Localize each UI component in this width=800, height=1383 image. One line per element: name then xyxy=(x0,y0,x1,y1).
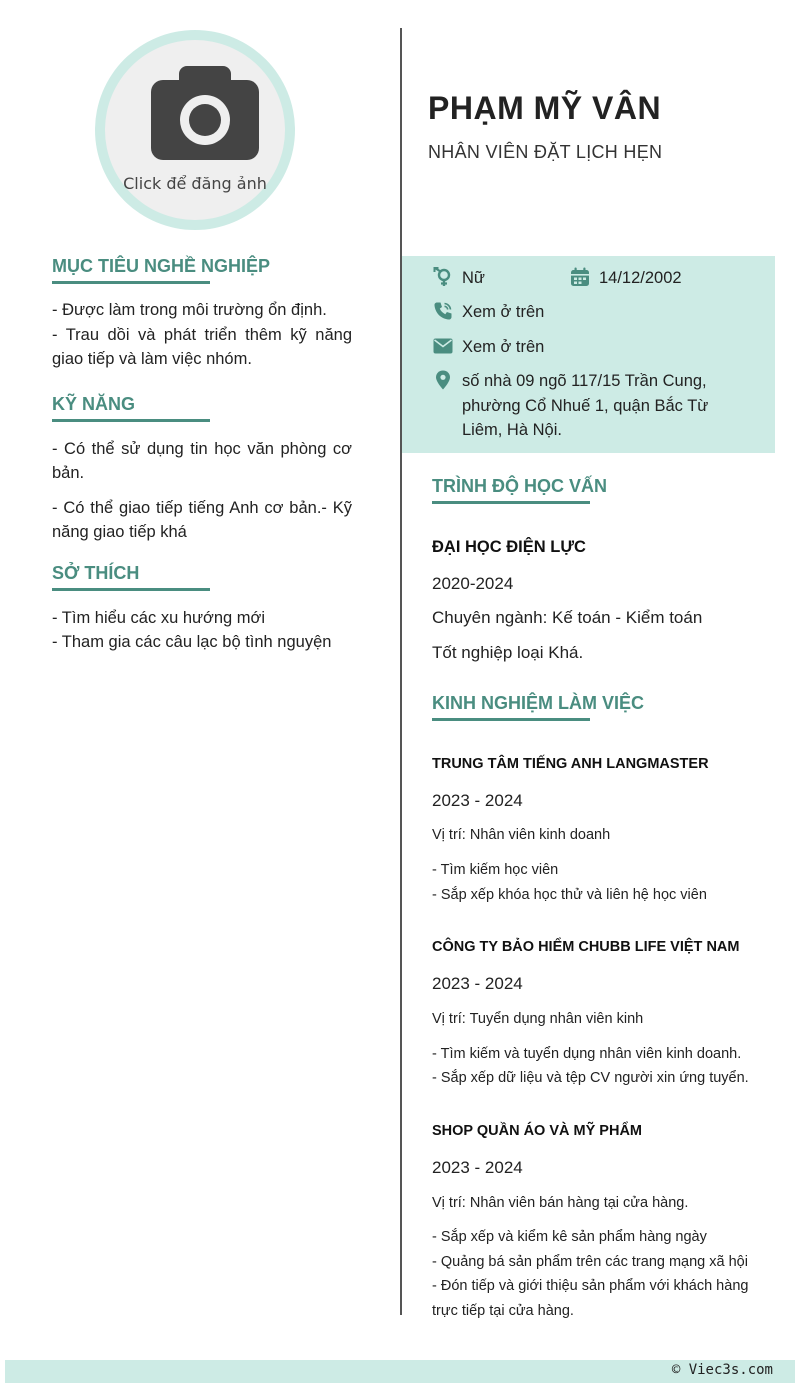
hobby-item: - Tham gia các câu lạc bộ tình nguyện xyxy=(52,633,332,651)
job-years: 2023 - 2024 xyxy=(432,791,523,810)
address-value xyxy=(462,369,708,443)
map-pin-icon xyxy=(432,369,454,391)
job-company: CÔNG TY BẢO HIỂM CHUBB LIFE VIỆT NAM xyxy=(432,939,740,955)
section-underline xyxy=(432,501,590,504)
phone-row xyxy=(432,300,544,325)
left-column xyxy=(52,256,352,655)
school-name: ĐẠI HỌC ĐIỆN LỰC xyxy=(432,538,586,556)
job-company: TRUNG TÂM TIẾNG ANH LANGMASTER xyxy=(432,756,709,772)
contact-panel xyxy=(402,256,775,453)
education-section xyxy=(432,476,607,504)
job-duty: - Sắp xếp khóa học thử và liên hệ học viên xyxy=(432,887,707,903)
gender-value: Nữ xyxy=(462,269,485,287)
education-major: Chuyên ngành: Kế toán - Kiểm toán xyxy=(432,608,703,627)
hobby-item: - Tìm hiểu các xu hướng mới xyxy=(52,608,266,627)
job-company: SHOP QUẦN ÁO VÀ MỸ PHẨM xyxy=(432,1123,643,1139)
hobbies-section xyxy=(52,563,352,655)
section-title: TRÌNH ĐỘ HỌC VẤN xyxy=(432,476,607,496)
envelope-icon xyxy=(432,335,454,357)
avatar-placeholder xyxy=(105,40,285,220)
address-line: Liêm, Hà Nội. xyxy=(462,421,562,439)
job-duty: - Sắp xếp dữ liệu và tệp CV người xin ứng tuyển. xyxy=(432,1070,749,1086)
avatar-upload-label[interactable]: Click để đăng ảnh xyxy=(123,174,267,193)
section-title: SỞ THÍCH xyxy=(52,562,140,583)
section-underline xyxy=(52,281,210,284)
job-position: Vị trí: Tuyển dụng nhân viên kinh xyxy=(432,1011,644,1027)
calendar-icon xyxy=(569,266,591,288)
education-years: 2020-2024 xyxy=(432,574,514,593)
job-duty: trực tiếp tại cửa hàng. xyxy=(432,1303,574,1319)
section-title: KINH NGHIỆM LÀM VIỆC xyxy=(432,693,645,713)
phone-icon xyxy=(432,300,454,322)
skill-item: - Có thể sử dụng tin học văn phòng cơ bản. xyxy=(52,439,352,482)
email-value: Xem ở trên xyxy=(462,338,545,356)
gender-row xyxy=(432,266,485,291)
section-underline xyxy=(432,718,590,721)
job-title: NHÂN VIÊN ĐẶT LỊCH HẸN xyxy=(428,142,663,162)
section-title: MỤC TIÊU NGHỀ NGHIỆP xyxy=(52,256,271,276)
skills-section xyxy=(52,394,352,545)
education-grade: Tốt nghiệp loại Khá. xyxy=(432,643,584,662)
camera-icon xyxy=(151,66,259,160)
column-divider xyxy=(400,28,402,1315)
footer-bar xyxy=(5,1360,795,1383)
section-title: KỸ NĂNG xyxy=(52,393,136,414)
address-line: số nhà 09 ngõ 117/15 Trần Cung, xyxy=(462,372,707,390)
career-goal-line: - Trau dồi và phát triển thêm kỹ năng giao tiếp và làm việc nhóm. xyxy=(52,325,352,368)
birthday-row xyxy=(569,266,682,291)
job-duty: - Tìm kiếm học viên xyxy=(432,862,559,878)
job-duty: - Quảng bá sản phẩm trên các trang mạng xã hội xyxy=(432,1254,748,1270)
career-goal-section xyxy=(52,256,352,372)
job-years: 2023 - 2024 xyxy=(432,974,523,993)
phone-value: Xem ở trên xyxy=(462,303,545,321)
email-row xyxy=(432,335,544,360)
job-position: Vị trí: Nhân viên kinh doanh xyxy=(432,827,611,843)
copyright-text: © Viec3s.com xyxy=(671,1362,773,1378)
job-duty: - Sắp xếp và kiểm kê sản phẩm hàng ngày xyxy=(432,1229,707,1245)
skill-item: - Có thể giao tiếp tiếng Anh cơ bản.- Kỹ năng giao tiếp khá xyxy=(52,498,352,541)
address-row xyxy=(432,369,732,443)
section-underline xyxy=(52,419,210,422)
job-years: 2023 - 2024 xyxy=(432,1158,523,1177)
address-line: phường Cổ Nhuế 1, quận Bắc Từ xyxy=(462,396,709,415)
job-duty: - Đón tiếp và giới thiệu sản phẩm với khách hàng xyxy=(432,1278,749,1294)
birthday-value: 14/12/2002 xyxy=(599,269,682,287)
gender-icon xyxy=(432,266,454,288)
candidate-name: PHẠM MỸ VÂN xyxy=(428,90,662,126)
career-goal-line: - Được làm trong môi trường ổn định. xyxy=(52,301,327,319)
avatar-upload[interactable] xyxy=(95,30,295,230)
job-duty: - Tìm kiếm và tuyển dụng nhân viên kinh doanh. xyxy=(432,1046,742,1062)
job-position: Vị trí: Nhân viên bán hàng tại cửa hàng. xyxy=(432,1195,689,1211)
section-underline xyxy=(52,588,210,591)
experience-section xyxy=(432,693,644,721)
